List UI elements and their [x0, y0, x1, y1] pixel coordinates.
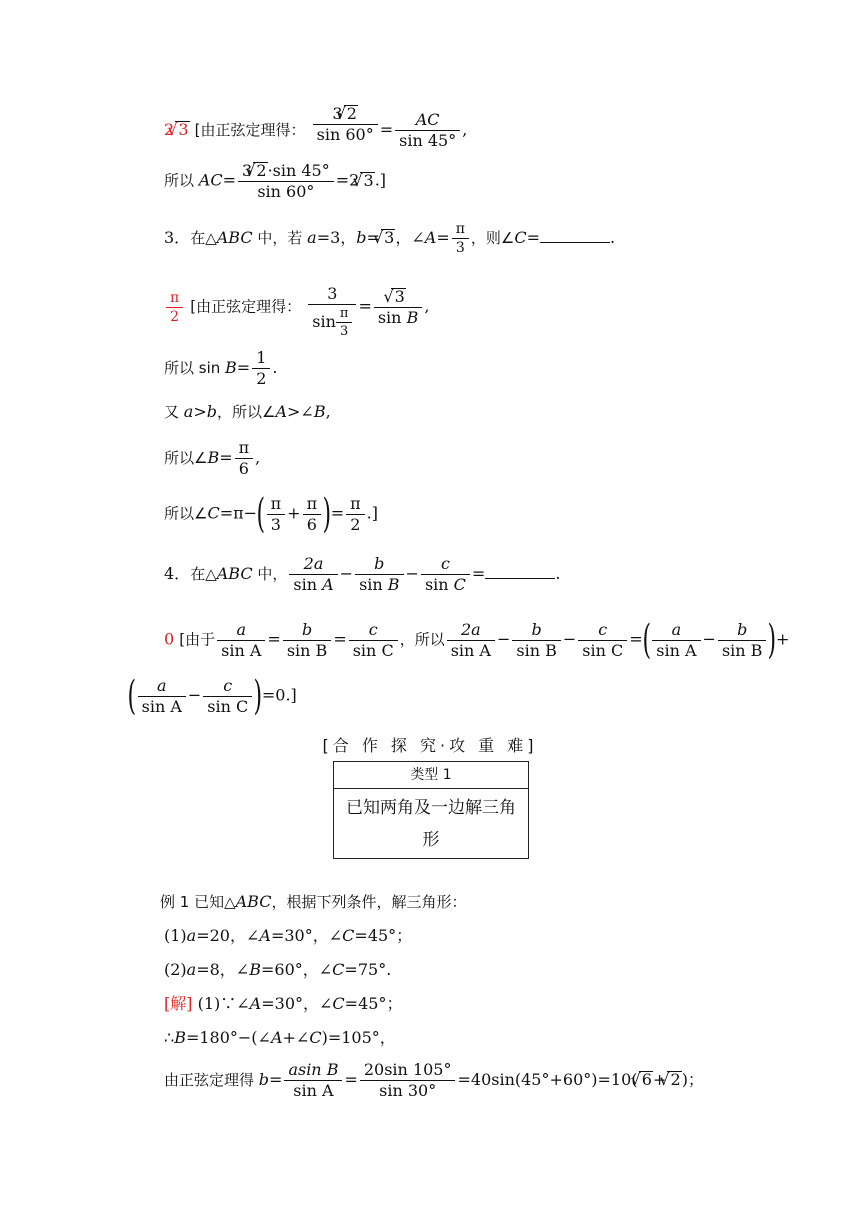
section-heading: [合 作 探 究·攻 重 难]: [322, 736, 538, 755]
question-4: 4．在△ABC 中， $\frac{2a}{\text{sin A}}$ − $\frac{b}{\text{sin B}}$ − $\frac{c}{\text{sin C}}$ = .: [164, 554, 561, 594]
solution-line-3: 由正弦定理得 b= $\frac{\text{asin B}}{\text{sin A}}$ = $\frac{20\sin 105^\circ}{\sin 30^\circ}$ =40sin(45°+60°)=10(√ 6+√ 2)；: [164, 1062, 704, 1099]
answer-value: 2√ 3: [164, 120, 190, 139]
solution-line-1: [解] (1)∵∠A=30°，∠C=45°；: [164, 994, 403, 1013]
fraction: $\frac{3√ 2\cdot\sin 45^\circ}{\sin 60^\circ}$: [238, 162, 334, 200]
example-1-title: 例 1 已知△ABC，根据下列条件，解三角形：: [160, 892, 467, 911]
answer-3-angleB: 所以∠B= $\frac{\pi}{6}$ ,: [164, 438, 261, 478]
answer-2-conclusion: 所以 AC= $\frac{3√ 2\cdot\sin 45^\circ}{\sin 60^\circ}$ =2√ 3.]: [164, 162, 386, 200]
question-3: 3．在△ABC 中，若 a=3，b=√ 3，∠A= $\frac{\pi}{3}$ ，则∠C= .: [164, 222, 615, 255]
answer-blank: [485, 564, 555, 579]
type-label: 类型 1: [334, 762, 528, 789]
type-box: [333, 761, 529, 859]
answer-3-compare: 又 a>b，所以∠A>∠B,: [164, 402, 331, 421]
answer-3-sinB: 所以 sin B= $\frac{1}{2}$ .: [164, 348, 278, 388]
reason-text: [由正弦定理得：: [194, 121, 306, 139]
solution-line-2: ∴B=180°−(∠A+∠C)=105°，: [164, 1028, 396, 1047]
answer-blank: [540, 228, 610, 243]
example-1-part-1: (1)a=20，∠A=30°，∠C=45°；: [164, 926, 413, 945]
answer-3-line: $\frac{\pi}{2}$ [由正弦定理得： 3 sin $\frac{\pi}{3}$ = √ $\frac{3}{\text{sin B}}$ ,: [164, 276, 429, 338]
answer-3-angleC: 所以∠C=π−( $\frac{\pi}{3}$ + $\frac{\pi}{6}$ )= $\frac{\pi}{2}$ .]: [164, 491, 378, 537]
answer-4-line: 0 [由于 $\frac{a}{\text{sin A}}$ = $\frac{b}{\text{sin B}}$ = $\frac{c}{\text{sin C}}$ ，所以 $\frac{2a}{\text{sin A}}$ − $\frac{b}{\text{sin B}}$ − $\frac{c}{\text{sin C}}$ =( $\frac{a}{\text{sin A}}$ − $\frac{b}{\text{sin B}}$ )+: [164, 617, 790, 663]
answer-4-continued: ( $\frac{a}{\text{sin A}}$ − $\frac{c}{\text{sin C}}$ )=0.]: [127, 673, 297, 719]
example-1-part-2: (2)a=8，∠B=60°，∠C=75°.: [164, 960, 392, 979]
answer-value: 0: [164, 629, 175, 649]
fraction: $\frac{AC}{\sin 45^\circ}$: [395, 112, 460, 149]
answer-value: $\frac{\pi}{2}$: [166, 291, 183, 324]
fraction: $\frac{3√ 2}{\sin 60^\circ}$: [313, 105, 378, 143]
type-title: 已知两角及一边解三角 形: [346, 798, 516, 850]
answer-2-line: 2√ 3 [由正弦定理得： $\frac{3√ 2}{\sin 60^\circ}$ = $\frac{AC}{\sin 45^\circ}$ ,: [164, 112, 467, 149]
solution-tag: [解]: [164, 994, 193, 1013]
